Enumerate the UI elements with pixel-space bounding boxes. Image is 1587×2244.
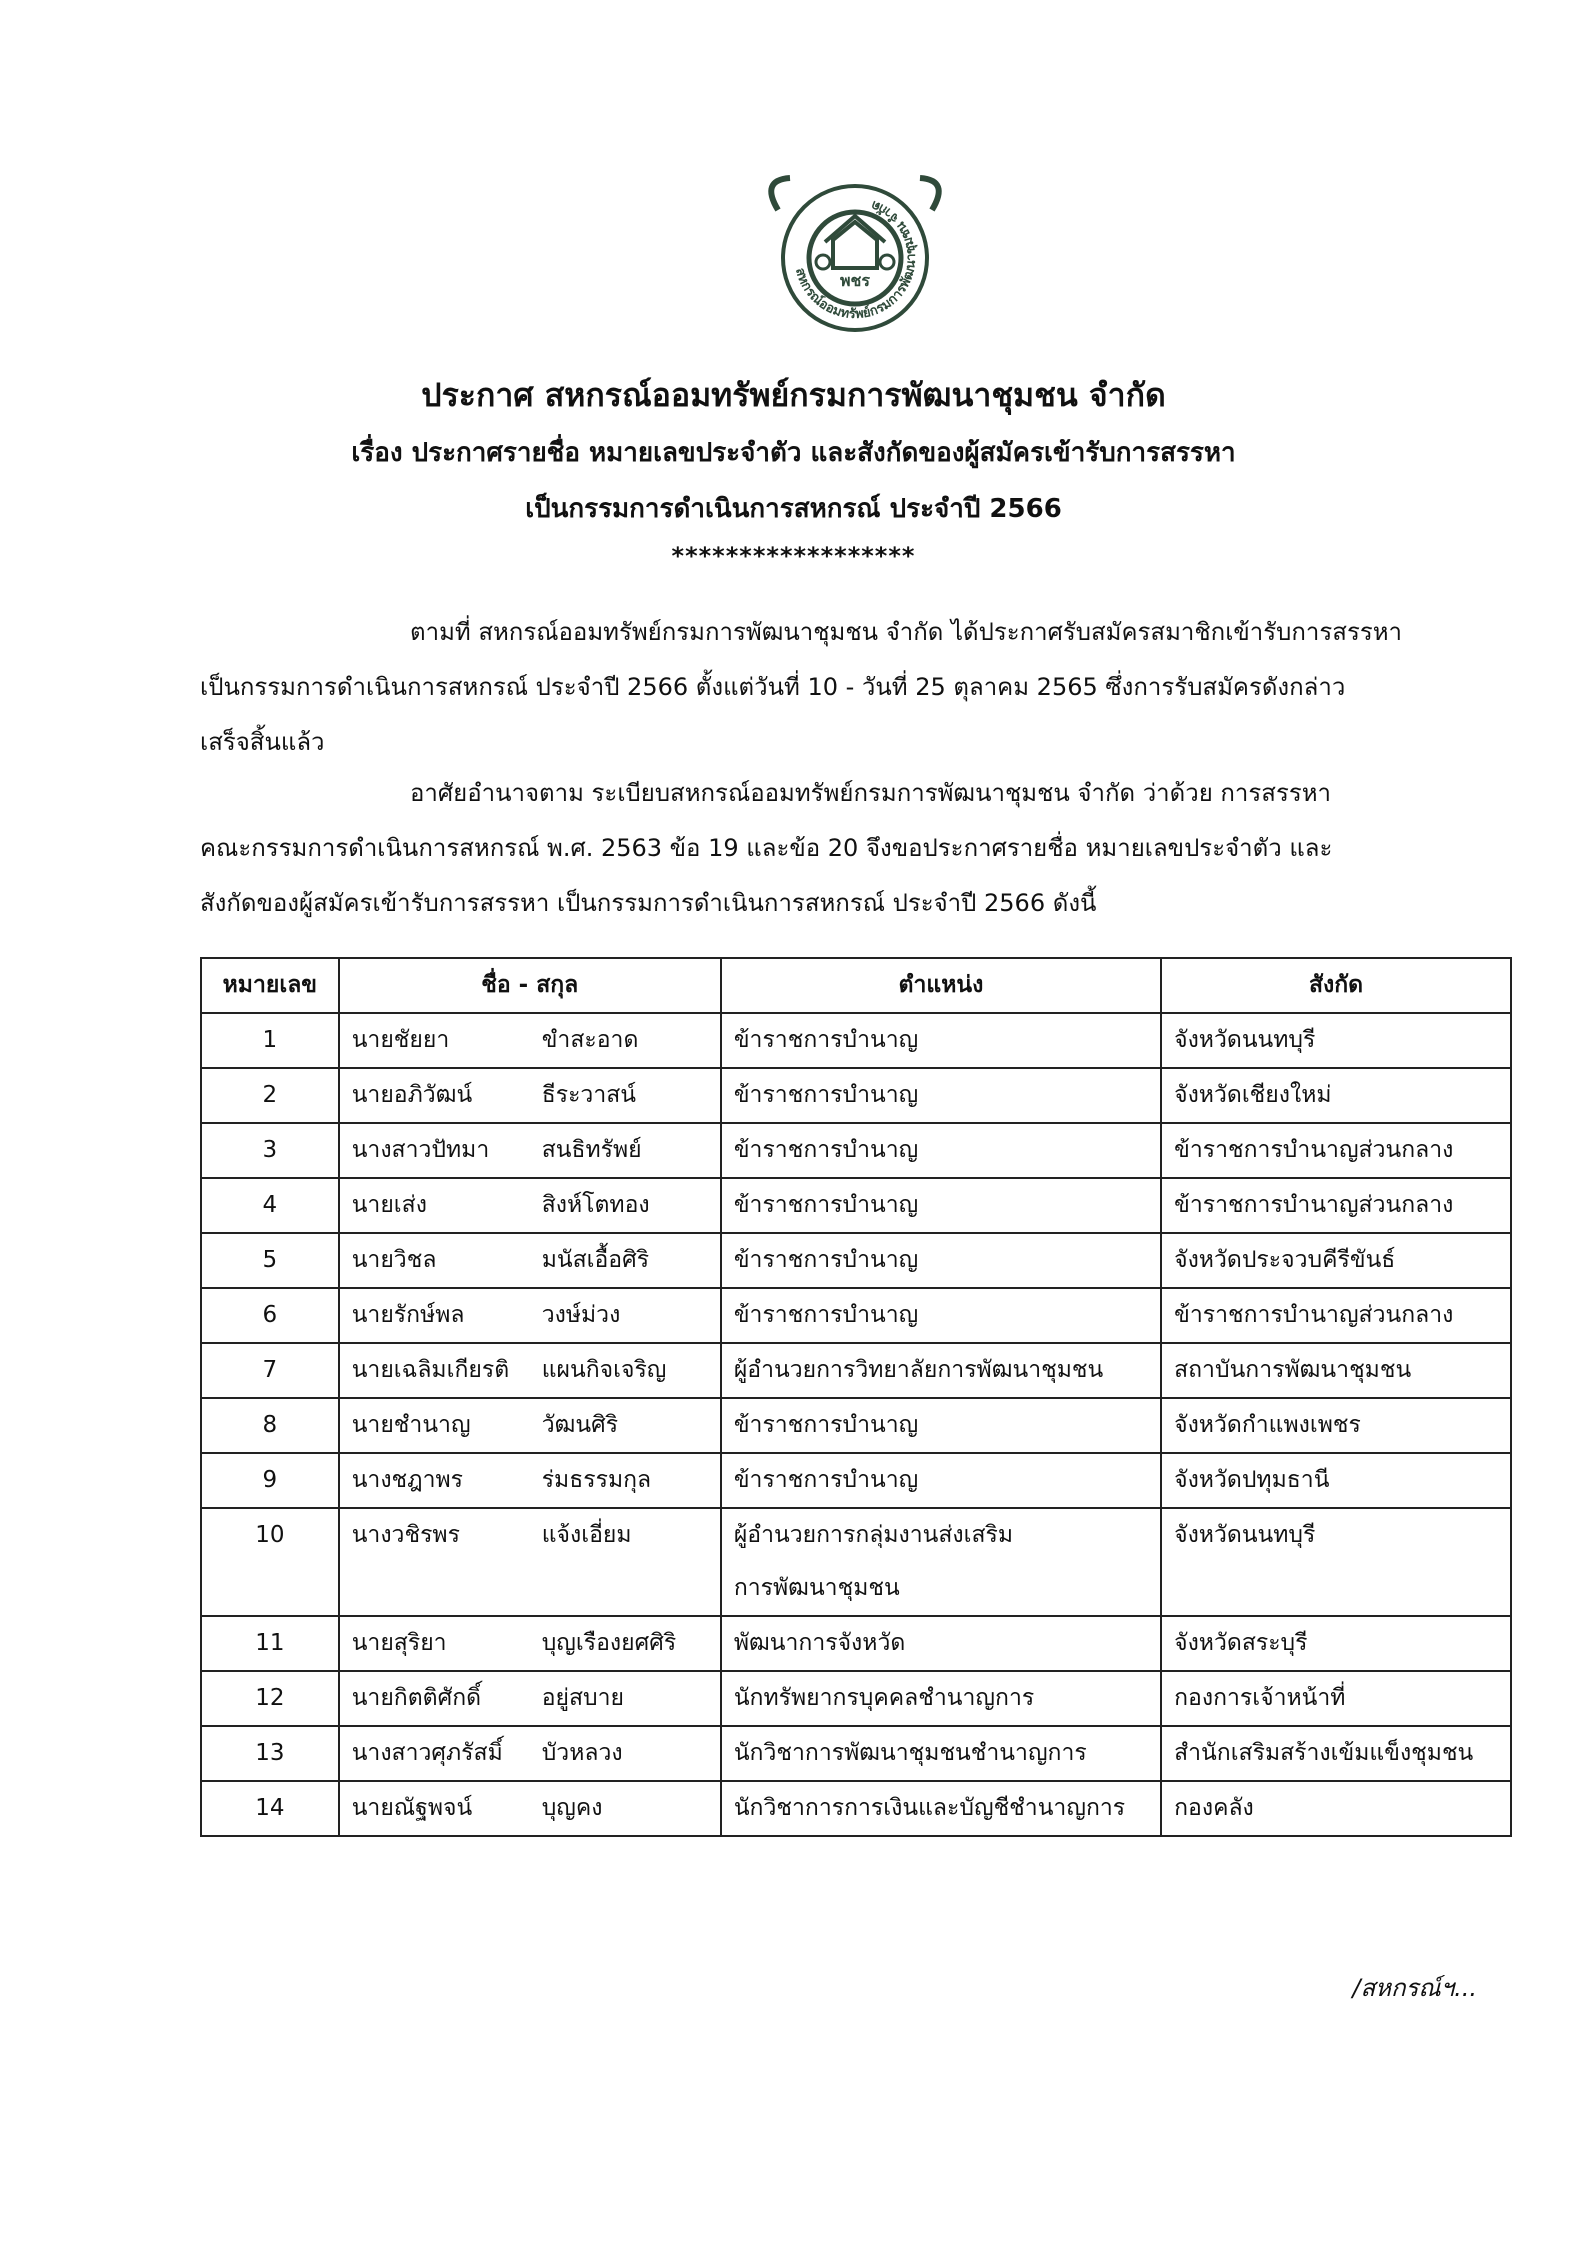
candidate-table: [200, 957, 1512, 1837]
first-name: นายเฉลิมเกียรติ: [351, 1357, 510, 1383]
cell-name: [339, 1616, 721, 1671]
cell-affiliation: จังหวัดนนทบุรี: [1161, 1508, 1511, 1616]
cell-name: [339, 1781, 721, 1836]
table-row: [201, 1343, 1511, 1398]
position-line: ผู้อำนวยการกลุ่มงานส่งเสริม: [733, 1522, 1014, 1548]
first-name: นายณัฐพจน์: [351, 1795, 473, 1821]
table-row: [201, 1726, 1511, 1781]
last-name: บุญเรืองยศศิริ: [541, 1630, 677, 1656]
cell-name: [339, 1453, 721, 1508]
table-header-row: [201, 958, 1511, 1013]
table-row: [201, 1233, 1511, 1288]
last-name: สนธิทรัพย์: [541, 1137, 642, 1163]
cell-position: [721, 1671, 1161, 1726]
cell-affiliation: จังหวัดประจวบคีรีขันธ์: [1161, 1233, 1511, 1288]
cell-affiliation: กองการเจ้าหน้าที่: [1161, 1671, 1511, 1726]
cell-position: [721, 1508, 1161, 1616]
cell-number: 14: [201, 1781, 339, 1836]
cell-position: [721, 1726, 1161, 1781]
cell-number: 7: [201, 1343, 339, 1398]
cell-name: [339, 1123, 721, 1178]
cell-affiliation: สำนักเสริมสร้างเข้มแข็งชุมชน: [1161, 1726, 1511, 1781]
cell-name: [339, 1508, 721, 1616]
last-name: มนัสเอื้อศิริ: [541, 1247, 650, 1273]
paragraph-1: [200, 605, 1475, 770]
first-name: นายชำนาญ: [351, 1412, 471, 1438]
table-row: [201, 1453, 1511, 1508]
paragraph-2: [200, 766, 1475, 931]
cell-position: [721, 1616, 1161, 1671]
cell-position: [721, 1398, 1161, 1453]
announcement-title: ประกาศ สหกรณ์ออมทรัพย์กรมการพัฒนาชุมชน จำกัด: [421, 376, 1166, 414]
cell-name: [339, 1068, 721, 1123]
position-line: ข้าราชการบำนาญ: [733, 1027, 919, 1053]
cell-affiliation: ข้าราชการบำนาญส่วนกลาง: [1161, 1123, 1511, 1178]
cell-affiliation: จังหวัดเชียงใหม่: [1161, 1068, 1511, 1123]
paragraph-1-line: ตามที่ สหกรณ์ออมทรัพย์กรมการพัฒนาชุมชน จำกัด ได้ประกาศรับสมัครสมาชิกเข้ารับการสรรหา: [410, 618, 1403, 646]
header-number: หมายเลข: [201, 958, 339, 1013]
cell-name: [339, 1178, 721, 1233]
cell-affiliation: กองคลัง: [1161, 1781, 1511, 1836]
last-name: ร่มธรรมกุล: [541, 1467, 652, 1493]
cell-number: 10: [201, 1508, 339, 1616]
position-line: ข้าราชการบำนาญ: [733, 1412, 919, 1438]
position-line: การพัฒนาชุมชน: [733, 1575, 900, 1601]
position-line: ข้าราชการบำนาญ: [733, 1247, 919, 1273]
cell-position: [721, 1453, 1161, 1508]
position-line: นักวิชาการพัฒนาชุมชนชำนาญการ: [733, 1740, 1087, 1766]
cell-affiliation: สถาบันการพัฒนาชุมชน: [1161, 1343, 1511, 1398]
cell-affiliation: ข้าราชการบำนาญส่วนกลาง: [1161, 1178, 1511, 1233]
cell-position: [721, 1178, 1161, 1233]
cell-number: 5: [201, 1233, 339, 1288]
cell-number: 13: [201, 1726, 339, 1781]
logo-emblem-text: พชร: [840, 271, 870, 290]
cell-number: 2: [201, 1068, 339, 1123]
table-row: [201, 1616, 1511, 1671]
cell-affiliation: จังหวัดกำแพงเพชร: [1161, 1398, 1511, 1453]
first-name: นายชัยยา: [351, 1027, 450, 1053]
last-name: อยู่สบาย: [541, 1685, 625, 1711]
position-line: ผู้อำนวยการวิทยาลัยการพัฒนาชุมชน: [733, 1357, 1104, 1383]
table-row: [201, 1288, 1511, 1343]
last-name: แผนกิจเจริญ: [541, 1357, 667, 1383]
table-row: [201, 1781, 1511, 1836]
cell-affiliation: จังหวัดสระบุรี: [1161, 1616, 1511, 1671]
table-row: [201, 1178, 1511, 1233]
first-name: นายอภิวัฒน์: [351, 1082, 473, 1108]
position-line: ข้าราชการบำนาญ: [733, 1302, 919, 1328]
last-name: ธีระวาสน์: [541, 1082, 637, 1108]
last-name: วงษ์ม่วง: [541, 1302, 621, 1328]
cell-position: [721, 1013, 1161, 1068]
paragraph-2-line: คณะกรรมการดำเนินการสหกรณ์ พ.ศ. 2563 ข้อ 19 และข้อ 20 จึงขอประกาศรายชื่อ หมายเลขประจำตัว และ: [200, 834, 1333, 862]
last-name: ขำสะอาด: [541, 1027, 639, 1053]
cell-position: [721, 1781, 1161, 1836]
last-name: บัวหลวง: [541, 1740, 623, 1766]
header-affiliation: สังกัด: [1161, 958, 1511, 1013]
cell-number: 8: [201, 1398, 339, 1453]
cell-position: [721, 1288, 1161, 1343]
last-name: สิงห์โตทอง: [541, 1192, 650, 1218]
cell-name: [339, 1288, 721, 1343]
position-line: ข้าราชการบำนาญ: [733, 1192, 919, 1218]
table-row: [201, 1508, 1511, 1616]
cell-name: [339, 1726, 721, 1781]
position-line: ข้าราชการบำนาญ: [733, 1082, 919, 1108]
cell-number: 11: [201, 1616, 339, 1671]
position-line: นักทรัพยากรบุคคลชำนาญการ: [733, 1685, 1035, 1711]
subject-line-1: เรื่อง ประกาศรายชื่อ หมายเลขประจำตัว และสังกัดของผู้สมัครเข้ารับการสรรหา: [351, 438, 1236, 468]
first-name: นายกิตติศักดิ์: [351, 1685, 482, 1711]
position-line: นักวิชาการการเงินและบัญชีชำนาญการ: [733, 1795, 1126, 1821]
cell-name: [339, 1671, 721, 1726]
first-name: นายวิชล: [351, 1247, 437, 1273]
paragraph-1-line: เสร็จสิ้นแล้ว: [200, 728, 325, 756]
first-name: นางชฎาพร: [351, 1467, 464, 1493]
cell-number: 12: [201, 1671, 339, 1726]
first-name: นายสุริยา: [351, 1630, 447, 1656]
cell-name: [339, 1233, 721, 1288]
cell-number: 6: [201, 1288, 339, 1343]
paragraph-2-line: สังกัดของผู้สมัครเข้ารับการสรรหา เป็นกรรมการดำเนินการสหกรณ์ ประจำปี 2566 ดังนี้: [200, 889, 1097, 917]
cell-position: [721, 1233, 1161, 1288]
table-row: [201, 1123, 1511, 1178]
separator: ******************: [671, 542, 916, 570]
logo-ring-text: สหกรณ์ออมทรัพย์กรมการพัฒนาชุมชน จำกัด: [792, 196, 920, 323]
cell-affiliation: จังหวัดปทุมธานี: [1161, 1453, 1511, 1508]
table-row: [201, 1671, 1511, 1726]
first-name: นางสาวปัทมา: [351, 1137, 490, 1163]
cell-position: [721, 1123, 1161, 1178]
table-row: [201, 1398, 1511, 1453]
table-row: [201, 1013, 1511, 1068]
position-line: ข้าราชการบำนาญ: [733, 1137, 919, 1163]
continuation-note: /สหกรณ์ฯ...: [1352, 1974, 1477, 2002]
subject-line-2: เป็นกรรมการดำเนินการสหกรณ์ ประจำปี 2566: [525, 494, 1062, 524]
cell-position: [721, 1343, 1161, 1398]
cell-number: 9: [201, 1453, 339, 1508]
first-name: นายเส่ง: [351, 1192, 427, 1218]
first-name: นายรักษ์พล: [351, 1302, 465, 1328]
cell-name: [339, 1343, 721, 1398]
cell-position: [721, 1068, 1161, 1123]
paragraph-2-line: อาศัยอำนาจตาม ระเบียบสหกรณ์ออมทรัพย์กรมการพัฒนาชุมชน จำกัด ว่าด้วย การสรรหา: [410, 779, 1332, 807]
paragraph-1-line: เป็นกรรมการดำเนินการสหกรณ์ ประจำปี 2566 ตั้งแต่วันที่ 10 - วันที่ 25 ตุลาคม 2565 ซึ่งการรับสมัครดังกล่าว: [200, 673, 1346, 701]
first-name: นางสาวศุภรัสมิ์: [351, 1740, 503, 1766]
last-name: แจ้งเอี่ยม: [541, 1522, 632, 1548]
cell-number: 1: [201, 1013, 339, 1068]
header-position: ตำแหน่ง: [721, 958, 1161, 1013]
cell-name: [339, 1013, 721, 1068]
last-name: วัฒนศิริ: [541, 1412, 619, 1438]
logo-seal: [730, 170, 980, 340]
first-name: นางวชิรพร: [351, 1522, 460, 1548]
table-row: [201, 1068, 1511, 1123]
last-name: บุญคง: [541, 1795, 603, 1821]
cell-affiliation: จังหวัดนนทบุรี: [1161, 1013, 1511, 1068]
cell-number: 3: [201, 1123, 339, 1178]
header-name: ชื่อ - สกุล: [339, 958, 721, 1013]
cell-affiliation: ข้าราชการบำนาญส่วนกลาง: [1161, 1288, 1511, 1343]
position-line: ข้าราชการบำนาญ: [733, 1467, 919, 1493]
position-line: พัฒนาการจังหวัด: [733, 1630, 906, 1656]
cell-name: [339, 1398, 721, 1453]
cell-number: 4: [201, 1178, 339, 1233]
